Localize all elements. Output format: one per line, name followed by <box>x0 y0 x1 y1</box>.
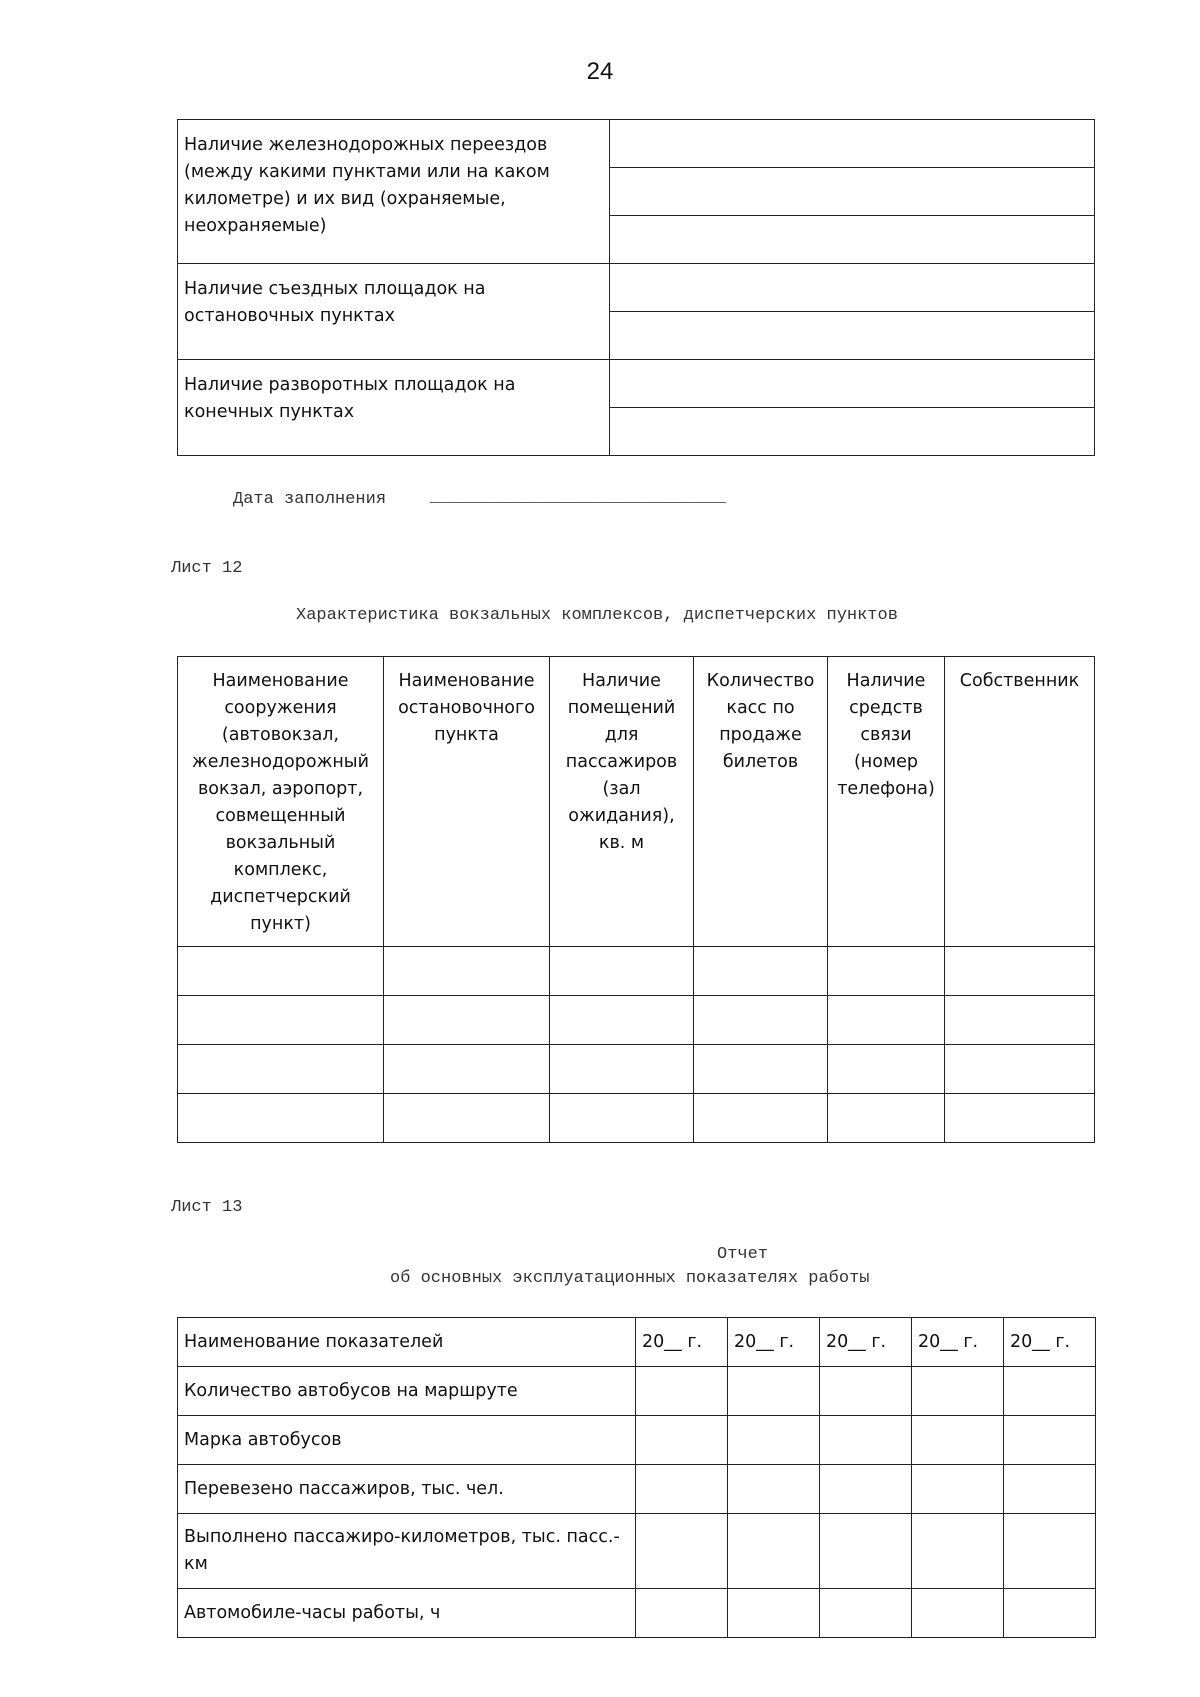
fill-date-line[interactable]: _____________________________ <box>430 488 726 507</box>
column-header: Наименование показателей <box>178 1318 636 1367</box>
input-cell[interactable] <box>694 1094 828 1143</box>
input-cell[interactable] <box>1004 1465 1096 1514</box>
input-cell[interactable] <box>610 312 1095 360</box>
input-cell[interactable] <box>636 1367 728 1416</box>
crossings-table <box>177 119 1095 456</box>
input-cell[interactable] <box>728 1589 820 1638</box>
input-cell[interactable] <box>550 1045 694 1094</box>
input-cell[interactable] <box>694 947 828 996</box>
input-cell[interactable] <box>610 408 1095 456</box>
table-row <box>178 947 1095 996</box>
row-label: Наличие съездных площадок на остановочных пунктах <box>178 264 610 360</box>
input-cell[interactable] <box>945 996 1095 1045</box>
table-row <box>178 360 1095 408</box>
input-cell[interactable] <box>728 1465 820 1514</box>
input-cell[interactable] <box>550 1094 694 1143</box>
input-cell[interactable] <box>636 1465 728 1514</box>
table-row <box>178 264 1095 312</box>
input-cell[interactable] <box>550 947 694 996</box>
input-cell[interactable] <box>912 1589 1004 1638</box>
table-row <box>178 1367 1096 1416</box>
row-label: Количество автобусов на маршруте <box>178 1367 636 1416</box>
input-cell[interactable] <box>828 947 945 996</box>
input-cell[interactable] <box>694 1045 828 1094</box>
input-cell[interactable] <box>1004 1367 1096 1416</box>
input-cell[interactable] <box>912 1465 1004 1514</box>
input-cell[interactable] <box>828 1094 945 1143</box>
input-cell[interactable] <box>945 1094 1095 1143</box>
year-header: 20__ г. <box>728 1318 820 1367</box>
row-label: Перевезено пассажиров, тыс. чел. <box>178 1465 636 1514</box>
input-cell[interactable] <box>636 1589 728 1638</box>
input-cell[interactable] <box>610 264 1095 312</box>
input-cell[interactable] <box>1004 1416 1096 1465</box>
input-cell[interactable] <box>828 996 945 1045</box>
table-row <box>178 1416 1096 1465</box>
input-cell[interactable] <box>610 120 1095 168</box>
year-header: 20__ г. <box>820 1318 912 1367</box>
input-cell[interactable] <box>178 996 384 1045</box>
input-cell[interactable] <box>610 216 1095 264</box>
table-row <box>178 996 1095 1045</box>
table-header-row <box>178 1318 1096 1367</box>
input-cell[interactable] <box>828 1045 945 1094</box>
column-header: Наименование сооружения (автовокзал, железнодорожный вокзал, аэропорт, совмещенный вокзальный комплекс, диспетчерский пункт) <box>178 657 384 947</box>
input-cell[interactable] <box>636 1416 728 1465</box>
row-label: Наличие железнодорожных переездов (между какими пунктами или на каком километре) и их вид (охраняемые, неохраняемые) <box>178 120 610 264</box>
fill-date-label: Дата заполнения <box>233 490 387 509</box>
table-row <box>178 120 1095 168</box>
sheet13-title-line1: Отчет <box>717 1245 769 1264</box>
column-header: Наименование остановочного пункта <box>384 657 550 947</box>
stations-table <box>177 656 1095 1143</box>
input-cell[interactable] <box>384 1094 550 1143</box>
input-cell[interactable] <box>820 1465 912 1514</box>
input-cell[interactable] <box>912 1416 1004 1465</box>
row-label: Марка автобусов <box>178 1416 636 1465</box>
input-cell[interactable] <box>694 996 828 1045</box>
table-row <box>178 1465 1096 1514</box>
input-cell[interactable] <box>610 168 1095 216</box>
table-row <box>178 1094 1095 1143</box>
input-cell[interactable] <box>728 1514 820 1589</box>
input-cell[interactable] <box>728 1416 820 1465</box>
page-number: 24 <box>586 58 614 85</box>
row-label: Выполнено пассажиро-километров, тыс. пасс.-км <box>178 1514 636 1589</box>
input-cell[interactable] <box>1004 1514 1096 1589</box>
input-cell[interactable] <box>384 947 550 996</box>
input-cell[interactable] <box>178 947 384 996</box>
input-cell[interactable] <box>550 996 694 1045</box>
input-cell[interactable] <box>384 1045 550 1094</box>
column-header: Наличие средств связи (номер телефона) <box>828 657 945 947</box>
input-cell[interactable] <box>384 996 550 1045</box>
indicators-table <box>177 1317 1096 1638</box>
input-cell[interactable] <box>912 1514 1004 1589</box>
table-row <box>178 1514 1096 1589</box>
year-header: 20__ г. <box>636 1318 728 1367</box>
sheet13-title-line2: об основных эксплуатационных показателях работы <box>390 1269 870 1288</box>
column-header: Наличие помещений для пассажиров (зал ожидания), кв. м <box>550 657 694 947</box>
input-cell[interactable] <box>820 1514 912 1589</box>
table-header-row <box>178 657 1095 947</box>
year-header: 20__ г. <box>912 1318 1004 1367</box>
row-label: Наличие разворотных площадок на конечных пунктах <box>178 360 610 456</box>
input-cell[interactable] <box>178 1094 384 1143</box>
table-row <box>178 1589 1096 1638</box>
row-label: Автомобиле-часы работы, ч <box>178 1589 636 1638</box>
sheet12-title: Характеристика вокзальных комплексов, диспетчерских пунктов <box>296 606 898 625</box>
input-cell[interactable] <box>820 1367 912 1416</box>
input-cell[interactable] <box>820 1416 912 1465</box>
input-cell[interactable] <box>820 1589 912 1638</box>
table-row <box>178 1045 1095 1094</box>
input-cell[interactable] <box>945 947 1095 996</box>
sheet12-label: Лист 12 <box>171 559 243 578</box>
column-header: Собственник <box>945 657 1095 947</box>
input-cell[interactable] <box>912 1367 1004 1416</box>
input-cell[interactable] <box>636 1514 728 1589</box>
column-header: Количество касс по продаже билетов <box>694 657 828 947</box>
input-cell[interactable] <box>1004 1589 1096 1638</box>
input-cell[interactable] <box>728 1367 820 1416</box>
year-header: 20__ г. <box>1004 1318 1096 1367</box>
sheet13-label: Лист 13 <box>171 1198 243 1217</box>
input-cell[interactable] <box>178 1045 384 1094</box>
input-cell[interactable] <box>945 1045 1095 1094</box>
input-cell[interactable] <box>610 360 1095 408</box>
